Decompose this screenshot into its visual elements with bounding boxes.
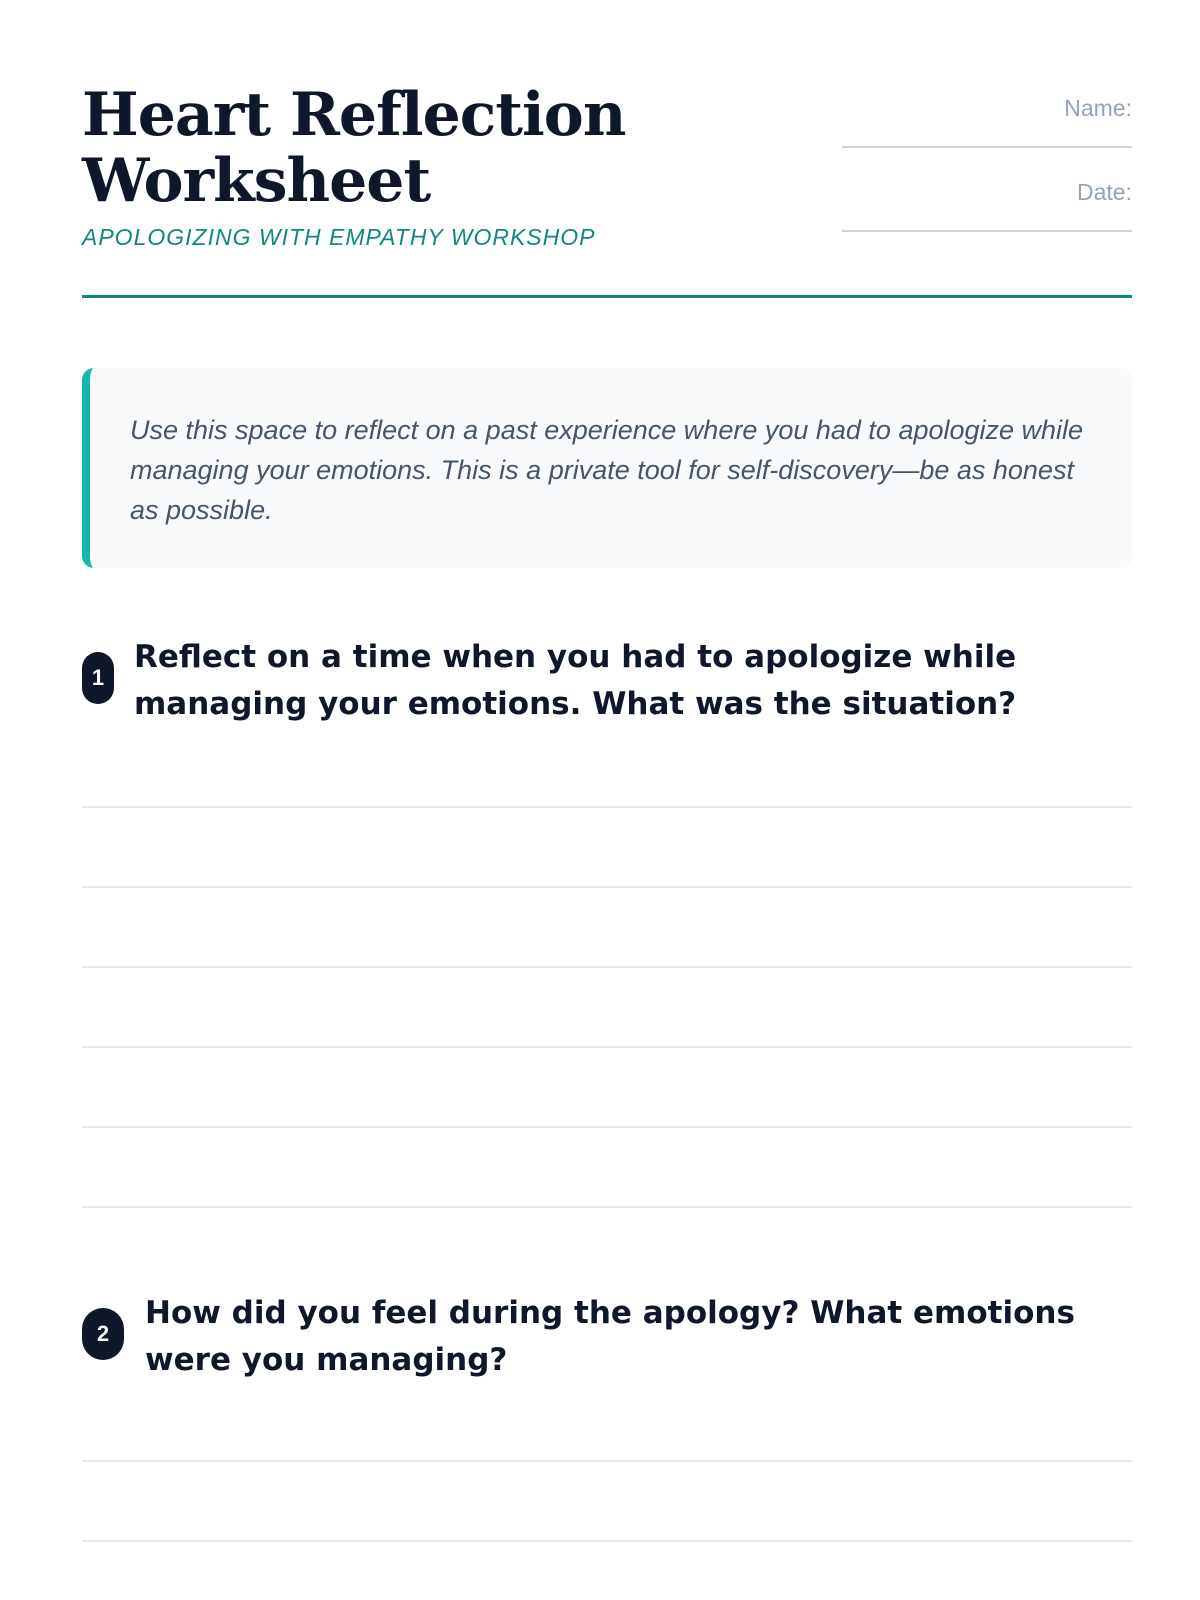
name-label: Name: [1064, 95, 1132, 121]
answer-line-2-2[interactable] [82, 1540, 1132, 1542]
question-text: Reflect on a time when you had to apologize while managing your emotions. What was the situation? [134, 639, 1017, 722]
answer-line-1-5[interactable] [82, 1126, 1132, 1128]
question-number-badge: 2 [82, 1308, 124, 1360]
page-subtitle: APOLOGIZING WITH EMPATHY WORKSHOP [82, 224, 596, 250]
name-date-block [842, 94, 1132, 262]
intro-text: Use this space to reflect on a past experience where you had to apologize while managing your emotions. This is a private tool for self-discovery—be as honest as possible. [130, 415, 1084, 525]
answer-line-2-1[interactable] [82, 1460, 1132, 1462]
answer-line-1-4[interactable] [82, 1046, 1132, 1048]
answer-line-1-2[interactable] [82, 886, 1132, 888]
name-field[interactable] [842, 146, 1132, 148]
date-field[interactable] [842, 230, 1132, 232]
page-title-line-2: Worksheet [82, 146, 431, 216]
worksheet-page [82, 0, 1132, 1600]
answer-line-1-3[interactable] [82, 966, 1132, 968]
question-text: How did you feel during the apology? What emotions were you managing? [145, 1295, 1075, 1378]
answer-line-1-1[interactable] [82, 806, 1132, 808]
page-title-line-1: Heart Reflection [82, 80, 626, 150]
answer-line-1-6[interactable] [82, 1206, 1132, 1208]
page-title [82, 82, 782, 214]
intro-callout [82, 368, 1132, 568]
worksheet-header [82, 82, 1132, 298]
question-number-badge: 1 [82, 652, 114, 704]
date-label: Date: [1077, 179, 1132, 205]
